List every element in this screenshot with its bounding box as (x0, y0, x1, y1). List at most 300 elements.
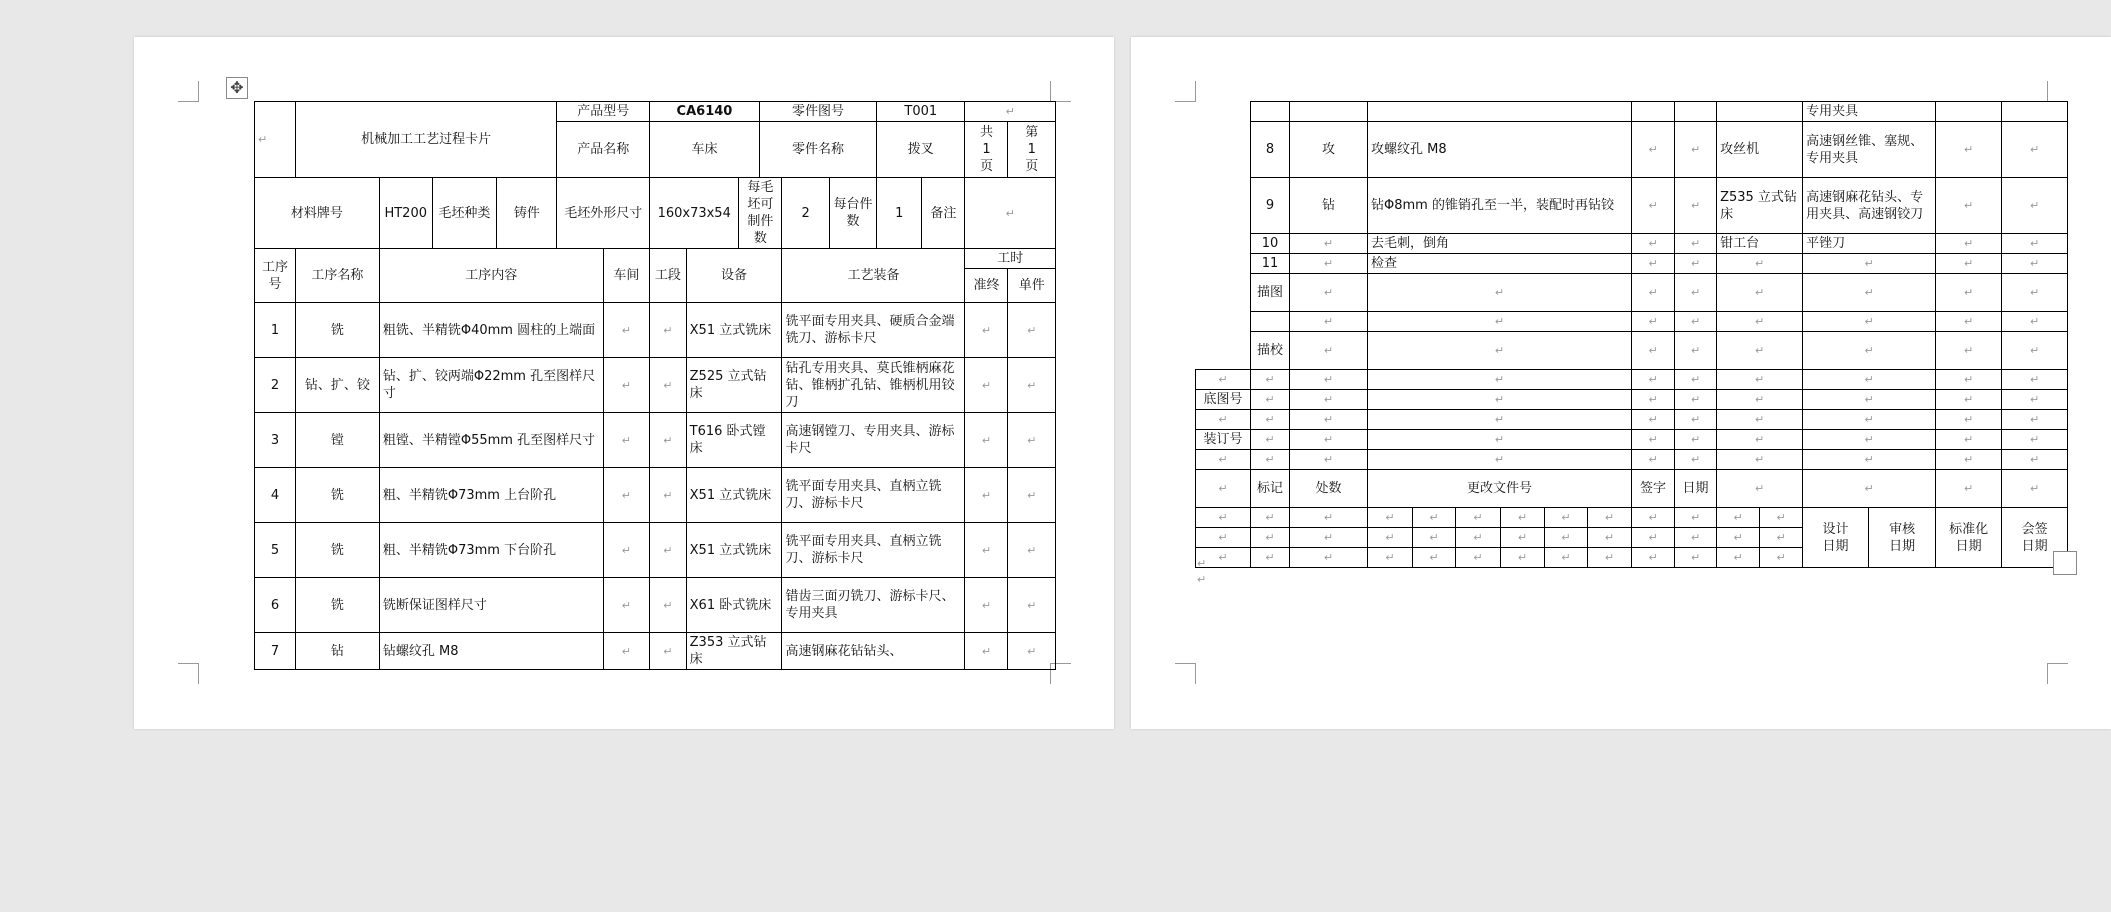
tooling-cell: 高速钢镗刀、专用夹具、游标卡尺 (782, 413, 965, 468)
page-corner-mark (2047, 663, 2068, 684)
blank-cell: ↵ (965, 102, 1056, 122)
equipment-cell: Z525 立式钻床 (686, 358, 782, 413)
empty-cell: ↵ (1936, 450, 2002, 470)
empty-cell: ↵ (2002, 390, 2068, 410)
empty-cell: ↵ (1936, 332, 2002, 370)
empty-cell: ↵ (1290, 390, 1368, 410)
table-row (1196, 234, 2068, 254)
table-row (1196, 254, 2068, 274)
step-no: 4 (255, 468, 296, 523)
empty-cell: ↵ (1675, 370, 1717, 390)
step-name: 铣 (295, 303, 379, 358)
empty-cell: ↵ (1760, 508, 1803, 528)
section-cell: ↵ (1675, 178, 1717, 234)
empty-cell: ↵ (1251, 548, 1290, 568)
equipment-cell: X61 卧式铣床 (686, 578, 782, 633)
table-row (255, 468, 1056, 523)
prep-cell: ↵ (1936, 234, 2002, 254)
step-name: ↵ (1290, 234, 1368, 254)
empty-cell: ↵ (1936, 390, 2002, 410)
empty-cell: ↵ (1717, 332, 1803, 370)
blank-cell (1196, 312, 1251, 332)
workshop-cell: ↵ (1632, 234, 1675, 254)
empty-cell: ↵ (1290, 450, 1368, 470)
pieces-per-blank-value: 2 (782, 178, 829, 249)
page-corner-mark (178, 81, 199, 102)
equipment-cell: Z535 立式钻床 (1717, 178, 1803, 234)
unit-cell: ↵ (2002, 122, 2068, 178)
empty-cell: ↵ (1717, 548, 1760, 568)
blank-size-label: 毛坯外形尺寸 (557, 178, 650, 249)
workshop-cell: ↵ (603, 468, 649, 523)
empty-cell: ↵ (1675, 274, 1717, 312)
section-cell: ↵ (650, 358, 687, 413)
empty-cell: ↵ (1632, 274, 1675, 312)
table-row (1196, 122, 2068, 178)
empty-cell (1251, 312, 1290, 332)
material-value: HT200 (379, 178, 432, 249)
blank-size-value: 160x73x54 (650, 178, 739, 249)
countersign-date-cell: 会签 日期 (2002, 508, 2068, 568)
empty-cell: ↵ (2002, 470, 2068, 508)
empty-cell: ↵ (1936, 470, 2002, 508)
prep-cell: ↵ (965, 523, 1008, 578)
prep-cell: ↵ (1936, 254, 2002, 274)
section-cell: ↵ (650, 468, 687, 523)
unit-cell: ↵ (2002, 234, 2068, 254)
empty-cell: ↵ (1675, 410, 1717, 430)
table-row (255, 523, 1056, 578)
tooling-cell: 高速钢麻花钻头、专用夹具、高速钢铰刀 (1803, 178, 1936, 234)
page-corner-mark (178, 663, 199, 684)
empty-cell: ↵ (1936, 312, 2002, 332)
header-tooling: 工艺装备 (782, 249, 965, 303)
step-no: 11 (1251, 254, 1290, 274)
tooling-cell: 铣平面专用夹具、直柄立铣刀、游标卡尺 (782, 468, 965, 523)
empty-cell: ↵ (1675, 450, 1717, 470)
tooling-cell: 高速钢麻花钻钻头、 (782, 633, 965, 670)
empty-cell: ↵ (1290, 548, 1368, 568)
step-name: 攻 (1290, 122, 1368, 178)
blank-cell (1196, 122, 1251, 178)
empty-cell: ↵ (1456, 508, 1501, 528)
prep-cell: ↵ (1936, 178, 2002, 234)
empty-cell: ↵ (1936, 410, 2002, 430)
workshop-cell: ↵ (603, 358, 649, 413)
empty-cell: ↵ (1251, 450, 1290, 470)
empty-cell: ↵ (1717, 430, 1803, 450)
empty-cell: ↵ (1413, 548, 1456, 568)
empty-cell: ↵ (1803, 410, 1936, 430)
unit-cell: ↵ (1008, 578, 1056, 633)
trace-label: 描图 (1251, 274, 1290, 312)
step-content: 钻螺纹孔 M8 (379, 633, 603, 670)
per-machine-label: 每台件数 (829, 178, 876, 249)
tooling-cell: 铣平面专用夹具、硬质合金端铣刀、游标卡尺 (782, 303, 965, 358)
empty-cell: ↵ (1501, 528, 1545, 548)
empty-cell: ↵ (1936, 430, 2002, 450)
check-label: 描校 (1251, 332, 1290, 370)
empty-cell: ↵ (2002, 274, 2068, 312)
table-move-handle-icon[interactable]: ✥ (226, 77, 248, 99)
tooling-cell: 高速钢丝锥、塞规、专用夹具 (1803, 122, 1936, 178)
blank-cell (1290, 102, 1368, 122)
step-no: 8 (1251, 122, 1290, 178)
step-no: 2 (255, 358, 296, 413)
page-corner-mark (1175, 81, 1196, 102)
section-cell: ↵ (1675, 254, 1717, 274)
blank-cell (1717, 102, 1803, 122)
empty-cell: ↵ (1290, 274, 1368, 312)
table-row (1196, 470, 2068, 508)
empty-cell: ↵ (1675, 430, 1717, 450)
blank-cell (1196, 178, 1251, 234)
empty-cell: ↵ (1803, 274, 1936, 312)
empty-cell: ↵ (1290, 410, 1368, 430)
section-cell: ↵ (650, 578, 687, 633)
date-label: 日期 (1675, 470, 1717, 508)
remark-label: 备注 (922, 178, 965, 249)
empty-cell: ↵ (1456, 528, 1501, 548)
empty-cell: ↵ (1290, 370, 1368, 390)
empty-cell: ↵ (1290, 312, 1368, 332)
empty-cell: ↵ (1803, 332, 1936, 370)
step-no: 3 (255, 413, 296, 468)
tooling-cell: 平锉刀 (1803, 234, 1936, 254)
page-number-cell: 第 1 页 (1008, 122, 1056, 178)
prep-cell: ↵ (965, 633, 1008, 670)
empty-cell: ↵ (1368, 370, 1632, 390)
header-unit-time: 单件 (1008, 269, 1056, 303)
count-label: 处数 (1290, 470, 1368, 508)
step-content: 铣断保证图样尺寸 (379, 578, 603, 633)
empty-cell: ↵ (1290, 430, 1368, 450)
empty-cell: ↵ (1368, 390, 1632, 410)
empty-cell: ↵ (1717, 370, 1803, 390)
step-content: 钻、扩、铰两端Φ22mm 孔至图样尺寸 (379, 358, 603, 413)
equipment-cell: T616 卧式镗床 (686, 413, 782, 468)
table-row (1196, 390, 2068, 410)
empty-cell: ↵ (1368, 410, 1632, 430)
table-row (1196, 508, 2068, 528)
blank-cell (1251, 102, 1290, 122)
unit-cell: ↵ (2002, 178, 2068, 234)
empty-cell: ↵ (1717, 390, 1803, 410)
empty-cell: ↵ (1290, 508, 1368, 528)
table-row (1196, 410, 2068, 430)
empty-cell: ↵ (1196, 548, 1251, 568)
header-step-no: 工序号 (255, 249, 296, 303)
empty-cell: ↵ (1251, 508, 1290, 528)
blank-cell (1936, 102, 2002, 122)
workshop-cell: ↵ (1632, 122, 1675, 178)
equipment-cell: ↵ (1717, 254, 1803, 274)
empty-cell: ↵ (1717, 450, 1803, 470)
empty-cell: ↵ (1803, 470, 1936, 508)
step-name: 铣 (295, 523, 379, 578)
empty-cell: ↵ (1717, 274, 1803, 312)
step-content: 钻Φ8mm 的锥销孔至一半，装配时再钻铰 (1368, 178, 1632, 234)
step-no: 9 (1251, 178, 1290, 234)
header-content: 工序内容 (379, 249, 603, 303)
empty-cell: ↵ (1936, 274, 2002, 312)
section-cell: ↵ (650, 633, 687, 670)
blank-cell (1196, 274, 1251, 312)
empty-cell: ↵ (2002, 370, 2068, 390)
page-corner-mark (1050, 81, 1071, 102)
empty-cell: ↵ (2002, 312, 2068, 332)
empty-cell: ↵ (1803, 450, 1936, 470)
empty-cell: ↵ (1717, 528, 1760, 548)
step-name: 钻、扩、铰 (295, 358, 379, 413)
blank-cell: ↵ (255, 102, 296, 178)
header-prep-time: 准终 (965, 269, 1008, 303)
empty-cell: ↵ (1251, 370, 1290, 390)
header-step-name: 工序名称 (295, 249, 379, 303)
table-row (255, 358, 1056, 413)
section-cell: ↵ (650, 523, 687, 578)
table-row (255, 413, 1056, 468)
process-card-continuation-table[interactable] (1195, 101, 2068, 568)
workshop-cell: ↵ (603, 303, 649, 358)
blank-cell (1196, 332, 1251, 370)
prep-cell: ↵ (965, 358, 1008, 413)
empty-cell: ↵ (1632, 312, 1675, 332)
empty-cell: ↵ (2002, 332, 2068, 370)
empty-cell: ↵ (1588, 528, 1632, 548)
standard-date-cell: 标准化 日期 (1936, 508, 2002, 568)
mark-label: 标记 (1251, 470, 1290, 508)
empty-cell: ↵ (1632, 390, 1675, 410)
empty-cell: ↵ (1196, 410, 1251, 430)
step-no: 1 (255, 303, 296, 358)
empty-cell: ↵ (1413, 508, 1456, 528)
empty-cell: ↵ (1251, 390, 1290, 410)
empty-cell: ↵ (1368, 528, 1413, 548)
document-page-2[interactable] (1131, 37, 2111, 729)
empty-cell: ↵ (2002, 450, 2068, 470)
workshop-cell: ↵ (603, 523, 649, 578)
step-name: ↵ (1290, 254, 1368, 274)
step-name: 铣 (295, 468, 379, 523)
blank-cell (1632, 102, 1675, 122)
empty-cell: ↵ (1196, 470, 1251, 508)
tooling-cell: 错齿三面刃铣刀、游标卡尺、专用夹具 (782, 578, 965, 633)
blank-cell (1368, 102, 1632, 122)
paragraph-mark: ↵ (1197, 573, 1207, 586)
equipment-cell: X51 立式铣床 (686, 523, 782, 578)
empty-cell: ↵ (1368, 430, 1632, 450)
blank-cell (1196, 254, 1251, 274)
page-corner-mark (1175, 663, 1196, 684)
table-row (1196, 332, 2068, 370)
step-name: 钻 (1290, 178, 1368, 234)
empty-cell: ↵ (1290, 528, 1368, 548)
blank-cell (1196, 234, 1251, 254)
paragraph-mark: ↵ (1197, 557, 1207, 570)
prep-cell: ↵ (965, 578, 1008, 633)
empty-cell: ↵ (1588, 548, 1632, 568)
section-cell: ↵ (1675, 234, 1717, 254)
design-date-cell: 设计 日期 (1803, 508, 1869, 568)
empty-cell: ↵ (1368, 274, 1632, 312)
workshop-cell: ↵ (1632, 254, 1675, 274)
step-no: 10 (1251, 234, 1290, 254)
empty-cell: ↵ (2002, 430, 2068, 450)
empty-cell: ↵ (1545, 548, 1588, 568)
tooling-cell: ↵ (1803, 254, 1936, 274)
table-row (1196, 370, 2068, 390)
blank-cell (2002, 102, 2068, 122)
header-equipment: 设备 (686, 249, 782, 303)
table-row (255, 633, 1056, 670)
empty-cell: ↵ (1803, 390, 1936, 410)
empty-cell: ↵ (2002, 410, 2068, 430)
empty-cell: ↵ (1196, 450, 1251, 470)
empty-cell: ↵ (1368, 508, 1413, 528)
unit-cell: ↵ (1008, 633, 1056, 670)
empty-cell: ↵ (1675, 508, 1717, 528)
process-card-table[interactable] (254, 101, 1056, 670)
step-content: 去毛刺，倒角 (1368, 234, 1632, 254)
part-name-value: 拨叉 (877, 122, 965, 178)
header-time: 工时 (965, 249, 1056, 269)
table-row (1196, 312, 2068, 332)
unit-cell: ↵ (1008, 303, 1056, 358)
empty-cell: ↵ (1632, 370, 1675, 390)
per-machine-value: 1 (877, 178, 922, 249)
empty-cell: ↵ (1936, 370, 2002, 390)
empty-cell: ↵ (1717, 312, 1803, 332)
base-drawing-label: 底图号 (1196, 390, 1251, 410)
page-corner-mark (2047, 81, 2068, 102)
table-row (255, 303, 1056, 358)
prep-cell: ↵ (965, 468, 1008, 523)
prep-cell: ↵ (965, 303, 1008, 358)
blank-cell (1675, 102, 1717, 122)
step-no: 7 (255, 633, 296, 670)
part-name-label: 零件名称 (759, 122, 876, 178)
empty-cell: ↵ (1413, 528, 1456, 548)
empty-cell: ↵ (1632, 528, 1675, 548)
empty-cell: ↵ (1501, 508, 1545, 528)
empty-cell: ↵ (1545, 508, 1588, 528)
empty-cell: ↵ (1632, 332, 1675, 370)
step-name: 铣 (295, 578, 379, 633)
product-name-label: 产品名称 (557, 122, 650, 178)
empty-cell: ↵ (1368, 332, 1632, 370)
workshop-cell: ↵ (603, 633, 649, 670)
product-model-value: CA6140 (650, 102, 760, 122)
blank-cell (1196, 102, 1251, 122)
tooling-cell: 专用夹具 (1803, 102, 1936, 122)
empty-cell: ↵ (1501, 548, 1545, 568)
table-row (1196, 430, 2068, 450)
empty-cell: ↵ (1196, 528, 1251, 548)
empty-cell: ↵ (1675, 528, 1717, 548)
empty-cell: ↵ (1196, 508, 1251, 528)
workshop-cell: ↵ (1632, 178, 1675, 234)
step-name: 钻 (295, 633, 379, 670)
workshop-cell: ↵ (603, 413, 649, 468)
empty-cell: ↵ (1632, 430, 1675, 450)
equipment-cell: 钳工台 (1717, 234, 1803, 254)
empty-cell: ↵ (1717, 410, 1803, 430)
empty-cell: ↵ (1251, 430, 1290, 450)
step-content: 粗镗、半精镗Φ55mm 孔至图样尺寸 (379, 413, 603, 468)
document-page-1[interactable] (134, 37, 1114, 729)
total-pages-cell: 共 1 页 (965, 122, 1008, 178)
empty-cell: ↵ (1368, 548, 1413, 568)
header-workshop: 车间 (603, 249, 649, 303)
step-content: 检查 (1368, 254, 1632, 274)
prep-cell: ↵ (1936, 122, 2002, 178)
product-model-label: 产品型号 (557, 102, 650, 122)
table-row (1196, 450, 2068, 470)
table-row (255, 578, 1056, 633)
empty-cell: ↵ (1675, 332, 1717, 370)
review-date-cell: 审核 日期 (1869, 508, 1936, 568)
empty-cell: ↵ (1675, 548, 1717, 568)
tooling-cell: 钻孔专用夹具、莫氏锥柄麻花钻、锥柄扩孔钻、锥柄机用铰刀 (782, 358, 965, 413)
unit-cell: ↵ (2002, 254, 2068, 274)
empty-cell: ↵ (1760, 548, 1803, 568)
tooling-cell: 铣平面专用夹具、直柄立铣刀、游标卡尺 (782, 523, 965, 578)
remark-value: ↵ (965, 178, 1056, 249)
step-name: 镗 (295, 413, 379, 468)
prep-cell: ↵ (965, 413, 1008, 468)
unit-cell: ↵ (1008, 358, 1056, 413)
header-section: 工段 (650, 249, 687, 303)
material-label: 材料牌号 (255, 178, 380, 249)
equipment-cell: X51 立式铣床 (686, 468, 782, 523)
empty-cell: ↵ (1632, 508, 1675, 528)
equipment-cell: 攻丝机 (1717, 122, 1803, 178)
section-cell: ↵ (650, 303, 687, 358)
empty-cell: ↵ (1368, 450, 1632, 470)
empty-cell: ↵ (1632, 410, 1675, 430)
blank-type-label: 毛坯种类 (432, 178, 497, 249)
empty-cell: ↵ (1760, 528, 1803, 548)
step-no: 6 (255, 578, 296, 633)
empty-cell: ↵ (1368, 312, 1632, 332)
unit-cell: ↵ (1008, 413, 1056, 468)
empty-cell: ↵ (1588, 508, 1632, 528)
empty-cell: ↵ (1717, 508, 1760, 528)
step-content: 粗、半精铣Φ73mm 下台阶孔 (379, 523, 603, 578)
table-resize-handle-icon[interactable] (2053, 551, 2077, 575)
binding-no-label: 装订号 (1196, 430, 1251, 450)
card-title: 机械加工工艺过程卡片 (295, 102, 557, 178)
empty-cell: ↵ (1803, 370, 1936, 390)
empty-cell: ↵ (1290, 332, 1368, 370)
step-no: 5 (255, 523, 296, 578)
empty-cell: ↵ (1251, 410, 1290, 430)
table-row (1196, 274, 2068, 312)
table-row (1196, 178, 2068, 234)
part-no-label: 零件图号 (759, 102, 876, 122)
empty-cell: ↵ (1803, 430, 1936, 450)
workshop-cell: ↵ (603, 578, 649, 633)
empty-cell: ↵ (1196, 370, 1251, 390)
empty-cell: ↵ (1632, 548, 1675, 568)
pieces-per-blank-label: 每毛坯可制件数 (739, 178, 782, 249)
blank-type-value: 铸件 (497, 178, 557, 249)
empty-cell: ↵ (1803, 312, 1936, 332)
empty-cell: ↵ (1456, 548, 1501, 568)
step-content: 粗铣、半精铣Φ40mm 圆柱的上端面 (379, 303, 603, 358)
unit-cell: ↵ (1008, 523, 1056, 578)
